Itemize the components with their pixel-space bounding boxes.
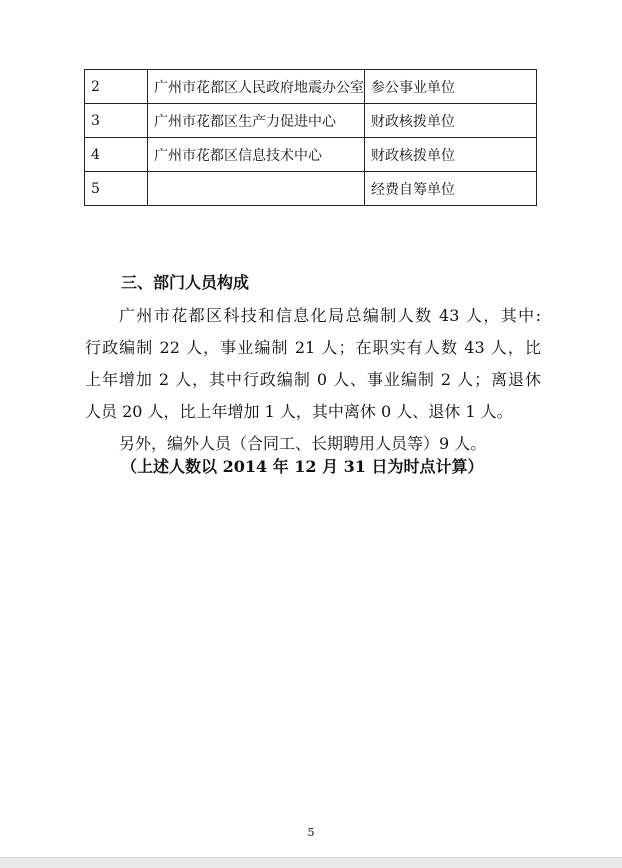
row-number-cell: 3 xyxy=(85,104,148,138)
row-number-cell: 2 xyxy=(85,70,148,104)
page-number: 5 xyxy=(307,826,315,839)
units-table xyxy=(84,69,537,206)
section-paragraph xyxy=(85,300,541,460)
paragraph-line: 行政编制 22 人，事业编制 21 人；在职实有人数 43 人，比 xyxy=(85,338,541,357)
unit-name-cell: 广州市花都区信息技术中心 xyxy=(148,138,365,172)
section-heading: 三、部门人员构成 xyxy=(121,273,250,292)
unit-name-cell xyxy=(148,172,365,206)
paragraph-line: 广州市花都区科技和信息化局总编制人数 43 人，其中: xyxy=(119,306,541,325)
table-row xyxy=(85,70,537,104)
unit-name-cell: 广州市花都区生产力促进中心 xyxy=(148,104,365,138)
unit-type-cell: 参公事业单位 xyxy=(365,70,537,104)
unit-type-cell: 经费自筹单位 xyxy=(365,172,537,206)
paragraph-line: 上年增加 2 人，其中行政编制 0 人、事业编制 2 人；离退休 xyxy=(85,370,541,389)
unit-name-cell: 广州市花都区人民政府地震办公室 xyxy=(148,70,365,104)
date-note: （上述人数以 2014 年 12 月 31 日为时点计算） xyxy=(121,457,484,476)
paragraph-line: 人员 20 人，比上年增加 1 人，其中离休 0 人、退休 1 人。 xyxy=(85,402,513,421)
page-bottom-edge xyxy=(0,857,622,868)
table-row xyxy=(85,104,537,138)
table-row xyxy=(85,172,537,206)
unit-type-cell: 财政核拨单位 xyxy=(365,138,537,172)
unit-type-cell: 财政核拨单位 xyxy=(365,104,537,138)
row-number-cell: 4 xyxy=(85,138,148,172)
paragraph-line: 另外，编外人员（合同工、长期聘用人员等）9 人。 xyxy=(119,434,487,453)
table-row xyxy=(85,138,537,172)
row-number-cell: 5 xyxy=(85,172,148,206)
